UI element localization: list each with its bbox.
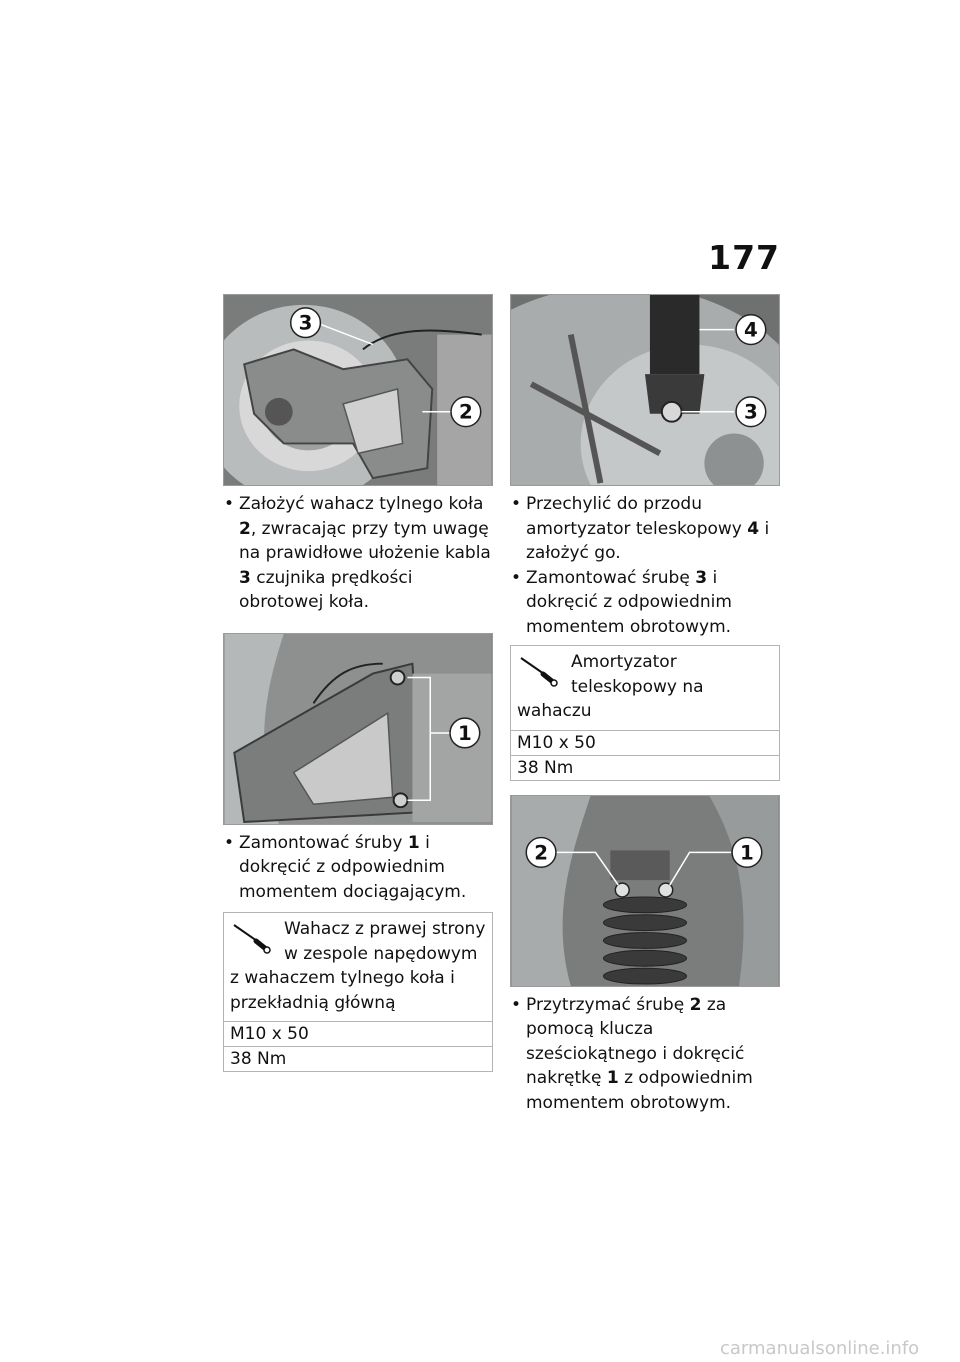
torque-wrench-icon <box>517 652 561 688</box>
watermark: carmanualsonline.info <box>720 1338 920 1359</box>
swingarm-install-illustration <box>224 295 492 485</box>
callout-1: 1 <box>457 721 472 745</box>
step-mount-bolts: • Zamontować śruby 1 i dokręcić z odpowiednim momentem dociągającym. <box>223 831 493 905</box>
swingarm-bolts-illustration <box>224 634 492 824</box>
callout-2-spring: 2 <box>534 840 548 864</box>
callout-3-shock: 3 <box>744 400 758 424</box>
page-number: 177 <box>708 238 780 277</box>
torque-spec-shock <box>510 645 780 781</box>
steps-list-3 <box>510 492 780 639</box>
torque-spec-thread-shock: M10 x 50 <box>511 730 779 755</box>
steps-list-1 <box>223 492 493 615</box>
callout-1-spring: 1 <box>740 840 754 864</box>
step-tilt-shock: • Przechylić do przodu amortyzator teleskopowy 4 i założyć go. <box>510 492 780 566</box>
shock-absorber-illustration <box>511 295 779 485</box>
steps-list-2 <box>223 831 493 905</box>
torque-spec-header <box>224 913 492 1021</box>
torque-spec-thread: M10 x 50 <box>224 1021 492 1046</box>
left-column <box>223 294 493 1072</box>
callout-3: 3 <box>298 311 313 335</box>
photo-shock-absorber <box>510 294 780 486</box>
torque-spec-swingarm <box>223 912 493 1072</box>
torque-spec-value: 38 Nm <box>224 1046 492 1071</box>
step-hold-bolt: • Przytrzymać śrubę 2 za pomocą klucza sześciokątnego i dokręcić nakrętkę 1 z odpowiednim momentem obrotowym. <box>510 993 780 1116</box>
steps-list-4 <box>510 993 780 1116</box>
torque-spec-value-shock: 38 Nm <box>511 755 779 780</box>
step-install-swingarm: • Założyć wahacz tylnego koła 2, zwracając przy tym uwagę na prawidłowe ułożenie kabla 3 czujnika prędkości obrotowej koła. <box>223 492 493 615</box>
right-column <box>510 294 780 1115</box>
shock-spring-illustration <box>511 796 779 986</box>
callout-4: 4 <box>744 318 758 342</box>
photo-swingarm-bolts <box>223 633 493 825</box>
step-mount-bolt-3: • Zamontować śrubę 3 i dokręcić z odpowiednim momentem obrotowym. <box>510 566 780 640</box>
photo-shock-spring <box>510 795 780 987</box>
torque-spec-header-shock <box>511 646 779 730</box>
photo-swingarm-install <box>223 294 493 486</box>
torque-spec-title: Wahacz z prawej strony w zespole napędowym z wahaczem tylnego koła i przekładnią główną <box>230 919 486 1013</box>
torque-wrench-icon <box>230 919 274 955</box>
callout-2: 2 <box>458 400 473 424</box>
torque-spec-title-shock: Amortyzator teleskopowy na wahaczu <box>517 652 704 721</box>
